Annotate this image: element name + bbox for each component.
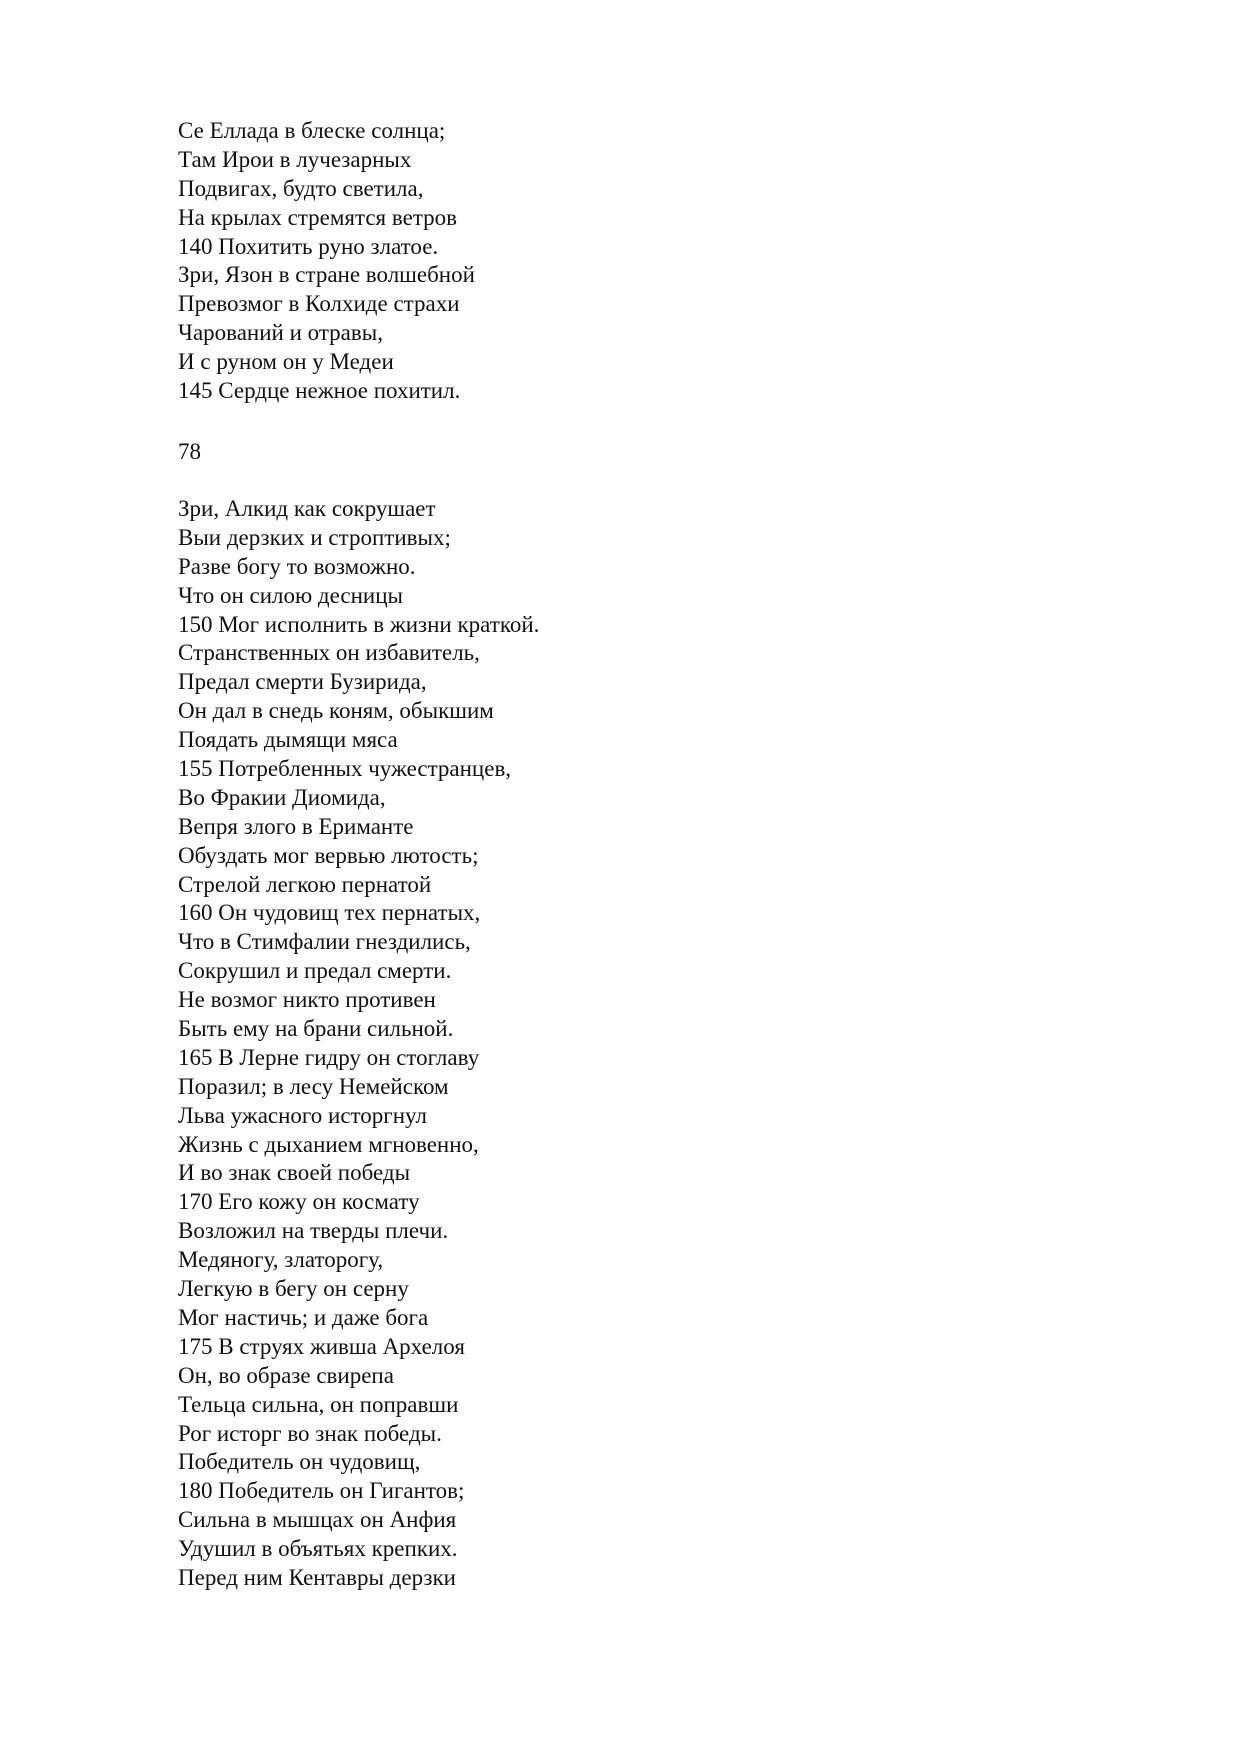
poem-line: На крылах стремятся ветров <box>178 204 458 230</box>
poem-line: Странственных он избавитель, <box>178 640 480 666</box>
poem-line: Он дал в снедь коням, обыкшим <box>178 698 494 724</box>
poem-line: Обуздать мог вервью лютость; <box>178 842 479 868</box>
poem-line: 155 Потребленных чужестранцев, <box>178 756 512 782</box>
poem-line: Стрелой легкою пернатой <box>178 871 432 897</box>
poem-line: Медяногу, златорогу, <box>178 1247 384 1273</box>
poem-line: Зри, Алкид как сокрушает <box>178 496 436 521</box>
poem-line: Зри, Язон в стране волшебной <box>178 262 475 288</box>
poem-line: Се Еллада в блеске солнца; <box>178 118 446 143</box>
poem-line: Вепря злого в Ериманте <box>178 813 414 839</box>
poem-stanza <box>178 117 475 406</box>
poem-line: Удушил в объятьях крепких. <box>178 1536 458 1562</box>
poem-line: 145 Сердце нежное похитил. <box>178 378 461 404</box>
poem-line: Сильна в мышцах он Анфия <box>178 1507 457 1533</box>
poem-line: Что в Стимфалии гнездились, <box>178 929 471 955</box>
poem-stanza <box>178 495 539 1593</box>
poem-line: Что он силою десницы <box>178 582 404 608</box>
poem-line: Во Фракии Диомида, <box>178 784 386 810</box>
poem-line: Поядать дымящи мяса <box>178 727 398 753</box>
poem-line: Легкую в бегу он серну <box>178 1276 409 1302</box>
poem-line: Он, во образе свирепа <box>178 1362 394 1388</box>
poem-line: И во знак своей победы <box>178 1160 411 1186</box>
poem-line: 170 Его кожу он космату <box>178 1189 420 1215</box>
poem-line: 160 Он чудовищ тех пернатых, <box>178 900 481 926</box>
poem-line: Выи дерзких и строптивых; <box>178 524 451 550</box>
poem-line: Быть ему на брани сильной. <box>178 1016 454 1042</box>
poem-line: И с руном он у Медеи <box>178 349 394 375</box>
poem-line: Там Ирои в лучезарных <box>178 146 412 172</box>
poem-line: Не возмог никто противен <box>178 987 436 1013</box>
poem-line: Рог исторг во знак победы. <box>178 1420 442 1446</box>
poem-line: 165 В Лерне гидру он стоглаву <box>178 1044 480 1070</box>
page-number: 78 <box>178 439 201 464</box>
poem-line: Предал смерти Бузирида, <box>178 669 427 695</box>
poem-line: Жизнь с дыханием мгновенно, <box>178 1131 479 1157</box>
poem-line: Чарований и отравы, <box>178 320 383 346</box>
poem-line: Тельца сильна, он поправши <box>178 1391 459 1417</box>
poem-line: Льва ужасного исторгнул <box>178 1102 428 1128</box>
poem-line: 150 Мог исполнить в жизни краткой. <box>178 611 540 637</box>
poem-line: Перед ним Кентавры дерзки <box>178 1564 456 1590</box>
poem-line: 175 В струях живша Архелоя <box>178 1333 465 1359</box>
poem-line: Мог настичь; и даже бога <box>178 1304 429 1330</box>
poem-line: Разве богу то возможно. <box>178 553 416 579</box>
poem-line: Возложил на тверды плечи. <box>178 1218 449 1244</box>
poem-line: Подвигах, будто светила, <box>178 175 424 201</box>
poem-line: 180 Победитель он Гигантов; <box>178 1478 465 1504</box>
poem-line: 140 Похитить руно златое. <box>178 233 439 259</box>
poem-line: Поразил; в лесу Немейском <box>178 1073 449 1099</box>
poem-line: Победитель он чудовищ, <box>178 1449 421 1475</box>
poem-line: Превозмог в Колхиде страхи <box>178 291 460 317</box>
poem-line: Сокрушил и предал смерти. <box>178 958 452 984</box>
